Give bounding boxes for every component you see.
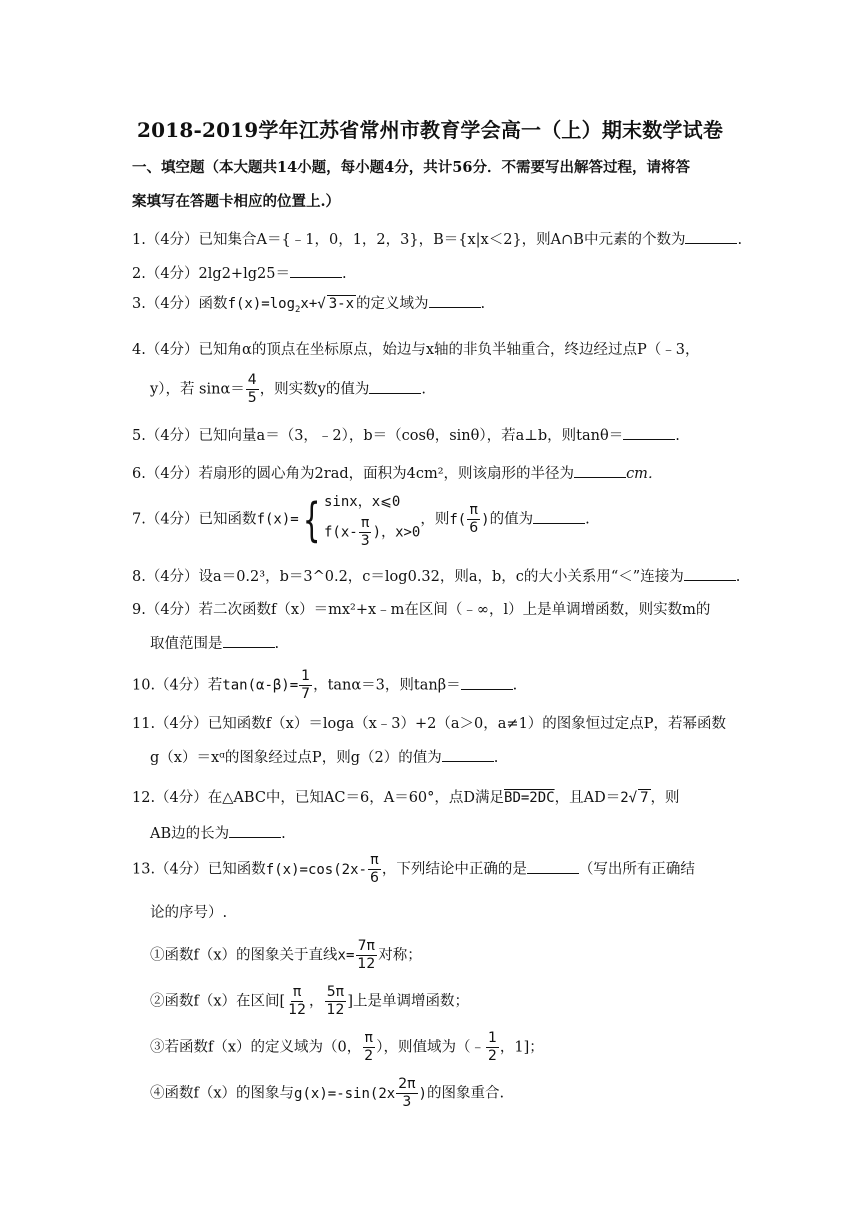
answer-blank (442, 749, 494, 762)
question-7-text: 7.（4分）已知函数 (132, 511, 257, 528)
vector-equation: BD=2DC (504, 790, 555, 806)
question-13-line2: 论的序号）. (150, 905, 228, 921)
question-8: 8.（4分）设a＝0.2³，b＝3^0.2，c＝log0.32，则a，b，c的大小关系用“＜”连接为 . (132, 569, 741, 585)
brace-icon: { (302, 492, 321, 547)
question-10-text: 10.（4分）若 (132, 677, 223, 694)
question-5-text: 5.（4分）已知向量a＝（3，﹣2），b＝（cosθ，sinθ），若a⊥b，则tanθ＝ (132, 428, 624, 444)
question-3-text: 3.（4分）函数 (132, 296, 228, 312)
section-header-line1: 一、填空题（本大题共14小题，每小题4分，共计56分．不需要写出解答过程，请将答 (132, 159, 690, 176)
option-3: ③若函数f（x）的定义域为（0， $\frac{\pi}{2}$ ），则值域为（﹣ $\frac{1}{2}$ ，1]； (150, 1030, 544, 1064)
answer-blank (527, 861, 579, 874)
exam-title: 2018-2019学年江苏省常州市教育学会高一（上）期末数学试卷 (136, 118, 724, 142)
question-1: 1.（4分）已知集合A＝{﹣1，0，1，2，3}，B＝{x|x＜2}，则A∩B中元素的个数为 . (132, 232, 743, 248)
answer-blank (369, 381, 421, 394)
section-header-line2: 案填写在答题卡相应的位置上.） (132, 193, 341, 210)
question-10: 10.（4分）若tan(α-β)= $\frac{1}{7}$ ，tanα＝3，则tanβ＝ . (132, 668, 518, 702)
piecewise: sinx，x⩽0 f(x- $\frac{\pi}{3}$ )，x>0 (324, 494, 421, 549)
answer-blank (223, 635, 275, 648)
question-6: 6.（4分）若扇形的圆心角为2rad，面积为4cm²，则该扇形的半径为 cm． (132, 466, 663, 482)
option-2: ②函数f（x）在区间[ $\frac{\pi}{12}$ ， $\frac{5\pi}{12}$ ]上是单调增函数； (150, 984, 470, 1018)
fraction: $\frac{4}{5}$ (247, 372, 257, 406)
question-2-text: 2.（4分）2lg2+lg25＝ (132, 266, 290, 282)
option-1: ①函数f（x）的图象关于直线x= $\frac{7\pi}{12}$ 对称； (150, 938, 422, 972)
question-13-line1: 13.（4分）已知函数f(x)=cos(2x- $\frac{\pi}{6}$ ，下列结论中正确的是 （写出所有正确结 (132, 852, 695, 886)
question-12-line1: 12.（4分）在△ABC中，已知AC＝6，A＝60°，点D满足BD=2DC，且AD＝2√ 7 ，则 (132, 790, 680, 806)
question-2: 2.（4分）2lg2+lg25＝ . (132, 266, 347, 282)
answer-blank (574, 465, 626, 478)
formula-f: f(x)= (256, 511, 299, 528)
question-11-line1: 11.（4分）已知函数f（x）＝loga（x﹣3）+2（a＞0，a≠1）的图象恒过定点P，若幂函数 (132, 716, 727, 732)
question-11-line2: g（x）＝xᵅ的图象经过点P，则g（2）的值为 . (150, 750, 499, 766)
question-5: 5.（4分）已知向量a＝（3，﹣2），b＝（cosθ，sinθ），若a⊥b，则tanθ＝ . (132, 428, 680, 444)
question-1-text: 1.（4分）已知集合A＝{﹣1，0，1，2，3}，B＝{x|x＜2}，则A∩B中元素的个数为 (132, 232, 686, 248)
question-8-text: 8.（4分）设a＝0.2³，b＝3^0.2，c＝log0.32，则a，b，c的大小关系用“＜”连接为 (132, 569, 684, 585)
question-9-line2: 取值范围是 . (150, 636, 280, 652)
answer-blank (461, 677, 513, 690)
fraction: $\frac{1}{7}$ (301, 668, 311, 702)
answer-blank (623, 427, 675, 440)
answer-blank (429, 295, 481, 308)
option-4: ④函数f（x）的图象与g(x)=-sin(2x $\frac{2\pi}{3}$ )的图象重合. (150, 1076, 505, 1110)
answer-blank (533, 511, 585, 524)
formula-f: $f(x)=\log_2x+√$ 3-x (227, 296, 355, 315)
formula-tan: tan(α-β)= (222, 677, 299, 694)
answer-blank (290, 265, 342, 278)
question-6-text: 6.（4分）若扇形的圆心角为2rad，面积为4cm²，则该扇形的半径为 (132, 466, 575, 482)
answer-blank (685, 231, 737, 244)
question-3-tail: 的定义域为 (356, 296, 429, 312)
question-7: 7.（4分）已知函数f(x)={ sinx，x⩽0 f(x- $\frac{\pi}{3}$ )，x>0 ，则f( $\frac{\pi}{6}$ )的值为 . (132, 489, 590, 550)
question-3: 3.（4分）函数$f(x)=\log_2x+√$ 3-x 的定义域为 . (132, 296, 486, 315)
question-9-line1: 9.（4分）若二次函数f（x）＝mx²+x﹣m在区间（﹣∞，l）上是单调增函数，则实数m的 (132, 602, 711, 618)
question-12-line2: AB边的长为 . (150, 826, 286, 842)
answer-blank (684, 568, 736, 581)
answer-blank (229, 825, 281, 838)
question-4-line1: 4.（4分）已知角α的顶点在坐标原点，始边与x轴的非负半轴重合，终边经过点P（﹣3， (132, 342, 700, 358)
question-4-line2: y），若 sinα＝ $\frac{4}{5}$ ，则实数y的值为 . (150, 372, 426, 406)
